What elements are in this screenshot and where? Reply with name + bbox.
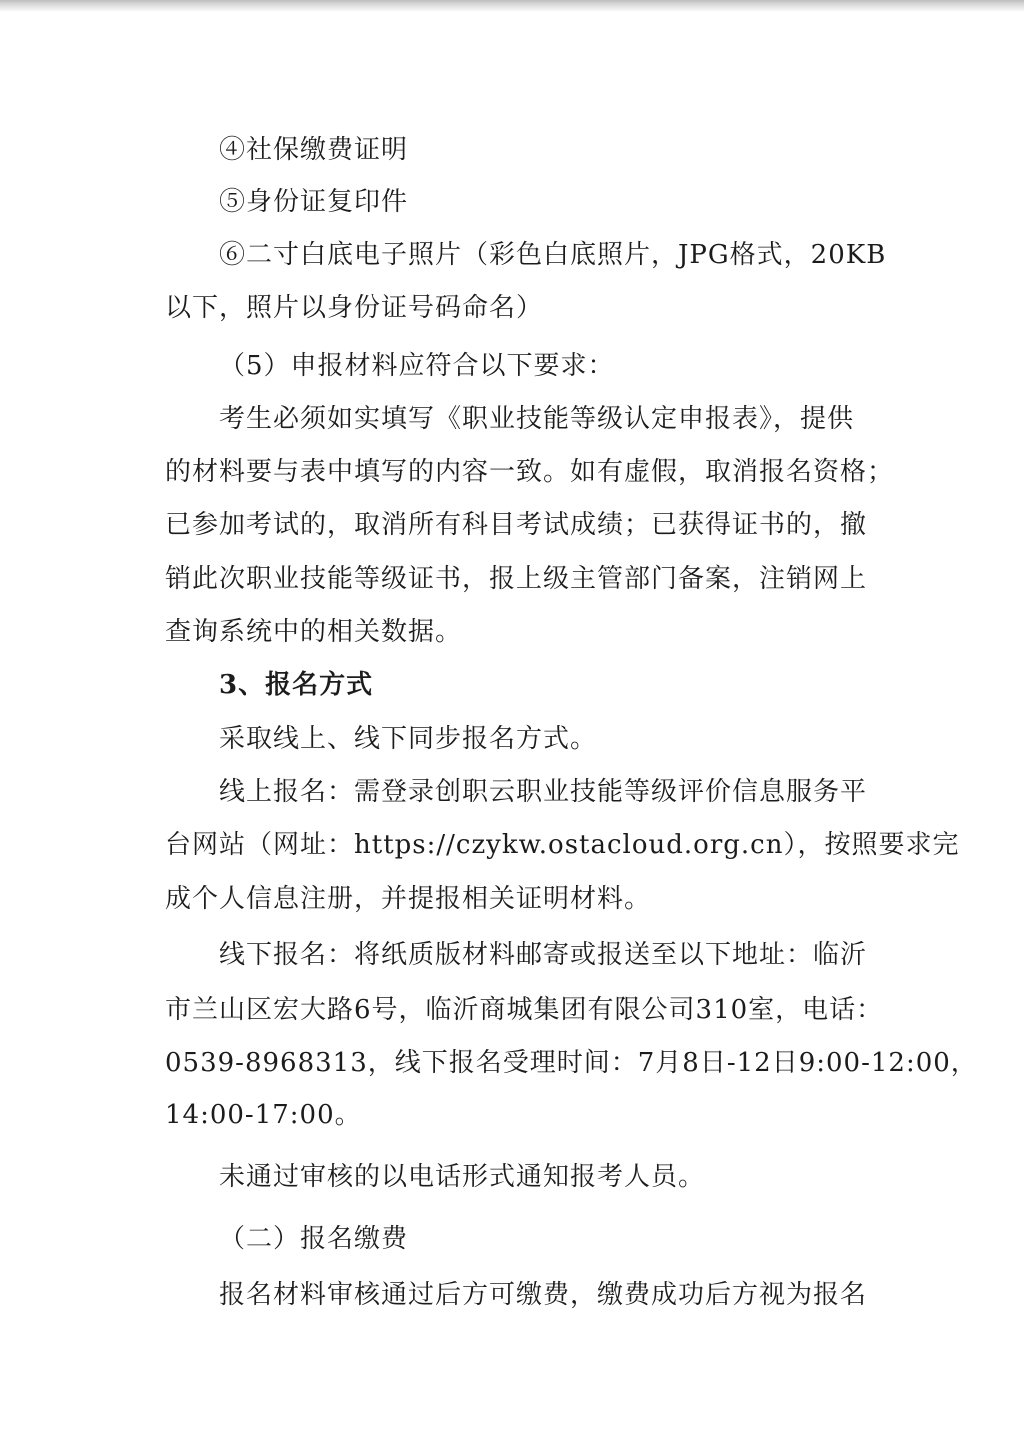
paragraph-line: 的材料要与表中填写的内容一致。如有虚假，取消报名资格； bbox=[165, 457, 895, 487]
paragraph-line: 考生必须如实填写《职业技能等级认定申报表》，提供 bbox=[219, 404, 855, 434]
paragraph-line: 14:00-17:00。 bbox=[165, 1100, 362, 1130]
paragraph-line: 0539-8968313，线下报名受理时间：7月8日-12日9:00-12:00， bbox=[165, 1048, 978, 1078]
paragraph-line: 台网站（网址：https://czykw.ostacloud.org.cn），按照要求完 bbox=[165, 830, 960, 860]
paragraph-line: 未通过审核的以电话形式通知报考人员。 bbox=[219, 1162, 706, 1192]
list-item-id-copy: ⑤身份证复印件 bbox=[219, 187, 409, 217]
section-heading-payment: （二）报名缴费 bbox=[219, 1224, 409, 1254]
list-item-social-security: ④社保缴费证明 bbox=[219, 135, 409, 165]
requirement-heading: （5）申报材料应符合以下要求： bbox=[219, 351, 615, 381]
list-item-photo-continued: 以下，照片以身份证号码命名） bbox=[165, 293, 544, 323]
section-heading-registration-method: 3、报名方式 bbox=[219, 670, 374, 700]
list-item-photo: ⑥二寸白底电子照片（彩色白底照片，JPG格式，20KB bbox=[219, 240, 887, 270]
paragraph-line: 市兰山区宏大路6号，临沂商城集团有限公司310室，电话： bbox=[165, 995, 884, 1025]
paragraph-line: 销此次职业技能等级证书，报上级主管部门备案，注销网上 bbox=[165, 564, 868, 594]
paragraph-line: 报名材料审核通过后方可缴费，缴费成功后方视为报名 bbox=[219, 1280, 868, 1310]
paragraph-line: 成个人信息注册，并提报相关证明材料。 bbox=[165, 884, 652, 914]
paragraph-line: 采取线上、线下同步报名方式。 bbox=[219, 724, 598, 754]
paragraph-line: 查询系统中的相关数据。 bbox=[165, 617, 463, 647]
paragraph-line: 线上报名：需登录创职云职业技能等级评价信息服务平 bbox=[219, 777, 868, 807]
paragraph-line: 线下报名：将纸质版材料邮寄或报送至以下地址：临沂 bbox=[219, 940, 868, 970]
paragraph-line: 已参加考试的，取消所有科目考试成绩；已获得证书的，撤 bbox=[165, 510, 868, 540]
